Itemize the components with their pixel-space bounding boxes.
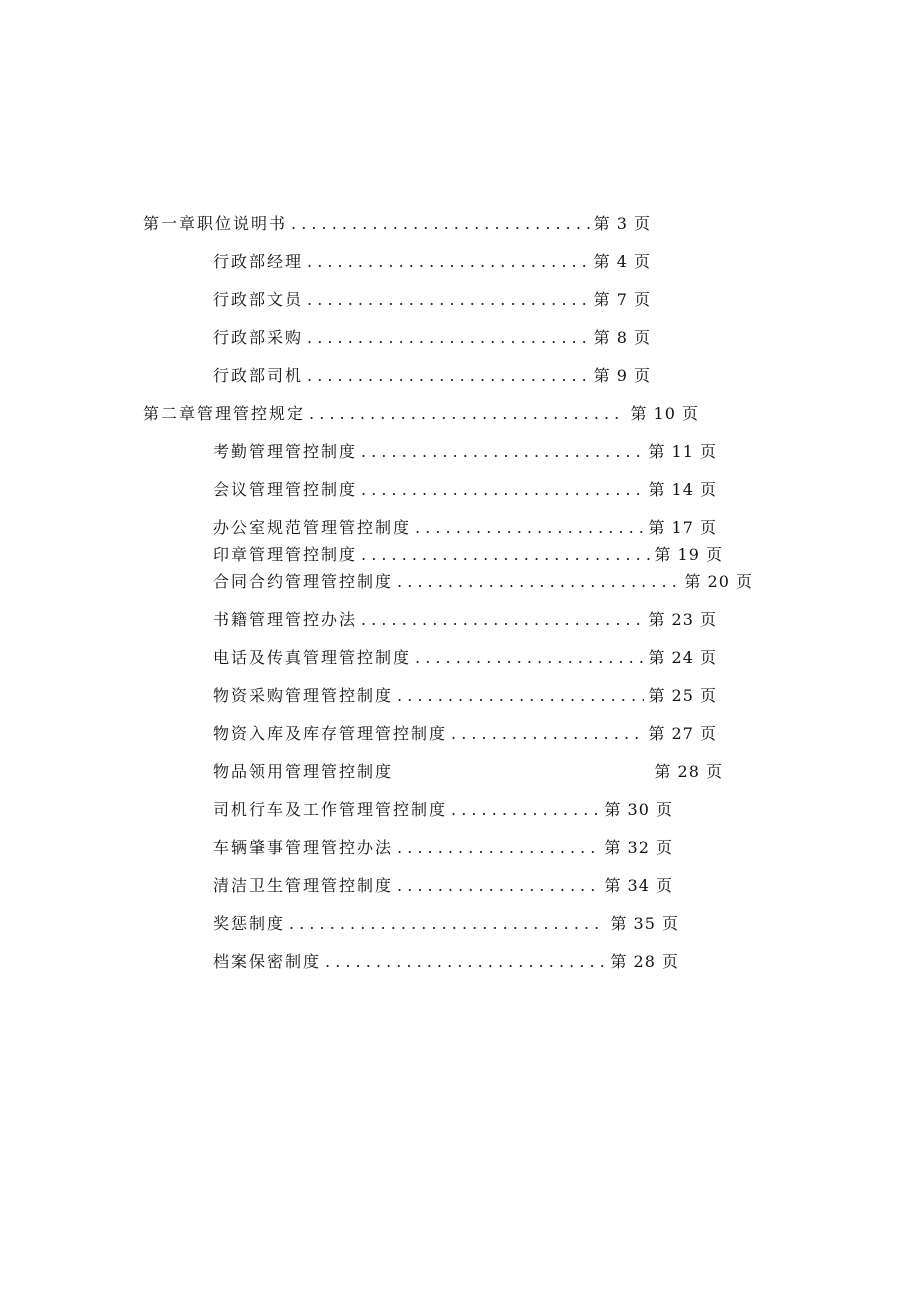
toc-entry-title: 行政部采购 xyxy=(213,328,304,347)
toc-dot-leader xyxy=(307,252,590,272)
toc-entry-page: 第 19 页 xyxy=(654,545,723,564)
toc-entry-page: 第 3 页 xyxy=(593,214,651,233)
toc-entry-title: 行政部文员 xyxy=(213,290,304,309)
toc-entry-title: 合同合约管理管控制度 xyxy=(213,572,394,591)
toc-entry-page: 第 8 页 xyxy=(593,328,651,347)
toc-dot-leader xyxy=(415,518,644,538)
toc-dot-leader xyxy=(307,328,590,348)
toc-entry-page: 第 25 页 xyxy=(648,686,717,705)
toc-entry-title: 物资采购管理管控制度 xyxy=(213,686,394,705)
toc-entry-page: 第 20 页 xyxy=(684,572,753,591)
toc-entry xyxy=(213,724,717,744)
toc-dot-leader xyxy=(415,648,644,668)
toc-dot-leader xyxy=(361,442,644,462)
toc-entry-page: 第 28 页 xyxy=(610,952,679,971)
toc-dot-leader xyxy=(397,876,600,896)
toc-dot-leader xyxy=(309,404,626,424)
toc-dot-leader xyxy=(451,724,644,744)
toc-dot-leader xyxy=(397,838,600,858)
toc-entry xyxy=(213,838,673,858)
toc-entry-page: 第 24 页 xyxy=(648,648,717,667)
toc-dot-leader xyxy=(289,914,606,934)
toc-entry xyxy=(213,610,717,630)
toc-entry-title: 司机行车及工作管理管控制度 xyxy=(213,800,448,819)
toc-entry-title: 物资入库及库存管理管控制度 xyxy=(213,724,448,743)
toc-entry xyxy=(213,648,717,668)
toc-dot-leader xyxy=(397,572,680,592)
toc-dot-leader xyxy=(325,952,606,972)
toc-entry-page: 第 7 页 xyxy=(593,290,651,309)
toc-entry xyxy=(213,572,753,592)
toc-entry-title: 考勤管理管控制度 xyxy=(213,442,358,461)
toc-entry-chapter-2 xyxy=(143,404,699,424)
toc-entry-title: 会议管理管控制度 xyxy=(213,480,358,499)
toc-entry xyxy=(213,518,717,538)
toc-entry-title: 印章管理管控制度 xyxy=(213,545,358,564)
toc-entry-title: 行政部经理 xyxy=(213,252,304,271)
toc-dot-leader xyxy=(361,480,644,500)
toc-entry xyxy=(213,480,717,500)
toc-entry-title: 办公室规范管理管控制度 xyxy=(213,518,412,537)
toc-entry xyxy=(213,952,679,972)
toc-dot-leader xyxy=(307,290,590,310)
toc-entry xyxy=(213,366,651,386)
toc-entry xyxy=(213,290,651,310)
toc-entry-page: 第 32 页 xyxy=(604,838,673,857)
toc-entry-page: 第 9 页 xyxy=(593,366,651,385)
toc-entry xyxy=(213,328,651,348)
toc-entry-title: 清洁卫生管理管控制度 xyxy=(213,876,394,895)
toc-entry-page: 第 27 页 xyxy=(648,724,717,743)
toc-entry-page: 第 30 页 xyxy=(604,800,673,819)
toc-entry-title: 电话及传真管理管控制度 xyxy=(213,648,412,667)
toc-entry-page: 第 28 页 xyxy=(654,762,723,781)
toc-entry-title: 物品领用管理管控制度 xyxy=(213,762,394,781)
toc-entry-page: 第 35 页 xyxy=(610,914,679,933)
toc-entry-page: 第 23 页 xyxy=(648,610,717,629)
toc-entry-page: 第 17 页 xyxy=(648,518,717,537)
toc-entry xyxy=(213,686,717,706)
toc-entry-title: 第二章管理管控规定 xyxy=(143,404,306,423)
toc-entry-page: 第 10 页 xyxy=(630,404,699,423)
toc-dot-leader xyxy=(361,545,650,565)
toc-entry-title: 行政部司机 xyxy=(213,366,304,385)
toc-entry-page: 第 14 页 xyxy=(648,480,717,499)
toc-entry-page: 第 4 页 xyxy=(593,252,651,271)
toc-entry xyxy=(213,876,673,896)
toc-entry-page: 第 34 页 xyxy=(604,876,673,895)
toc-entry xyxy=(213,442,717,462)
toc-entry xyxy=(213,762,723,782)
toc-dot-leader xyxy=(307,366,590,386)
toc-dot-leader xyxy=(361,610,644,630)
toc-dot-leader xyxy=(291,214,590,234)
toc-entry-title: 车辆肇事管理管控办法 xyxy=(213,838,394,857)
toc-entry xyxy=(213,800,673,820)
toc-entry-chapter-1 xyxy=(143,214,651,234)
toc-entry-page: 第 11 页 xyxy=(648,442,717,461)
toc-dot-leader xyxy=(397,686,644,706)
toc-entry xyxy=(213,914,679,934)
toc-entry-title: 书籍管理管控办法 xyxy=(213,610,358,629)
toc-entry-title: 档案保密制度 xyxy=(213,952,322,971)
toc-entry xyxy=(213,545,723,565)
toc-entry-title: 奖惩制度 xyxy=(213,914,286,933)
toc-dot-leader xyxy=(451,800,600,820)
toc-entry-title: 第一章职位说明书 xyxy=(143,214,288,233)
toc-entry xyxy=(213,252,651,272)
